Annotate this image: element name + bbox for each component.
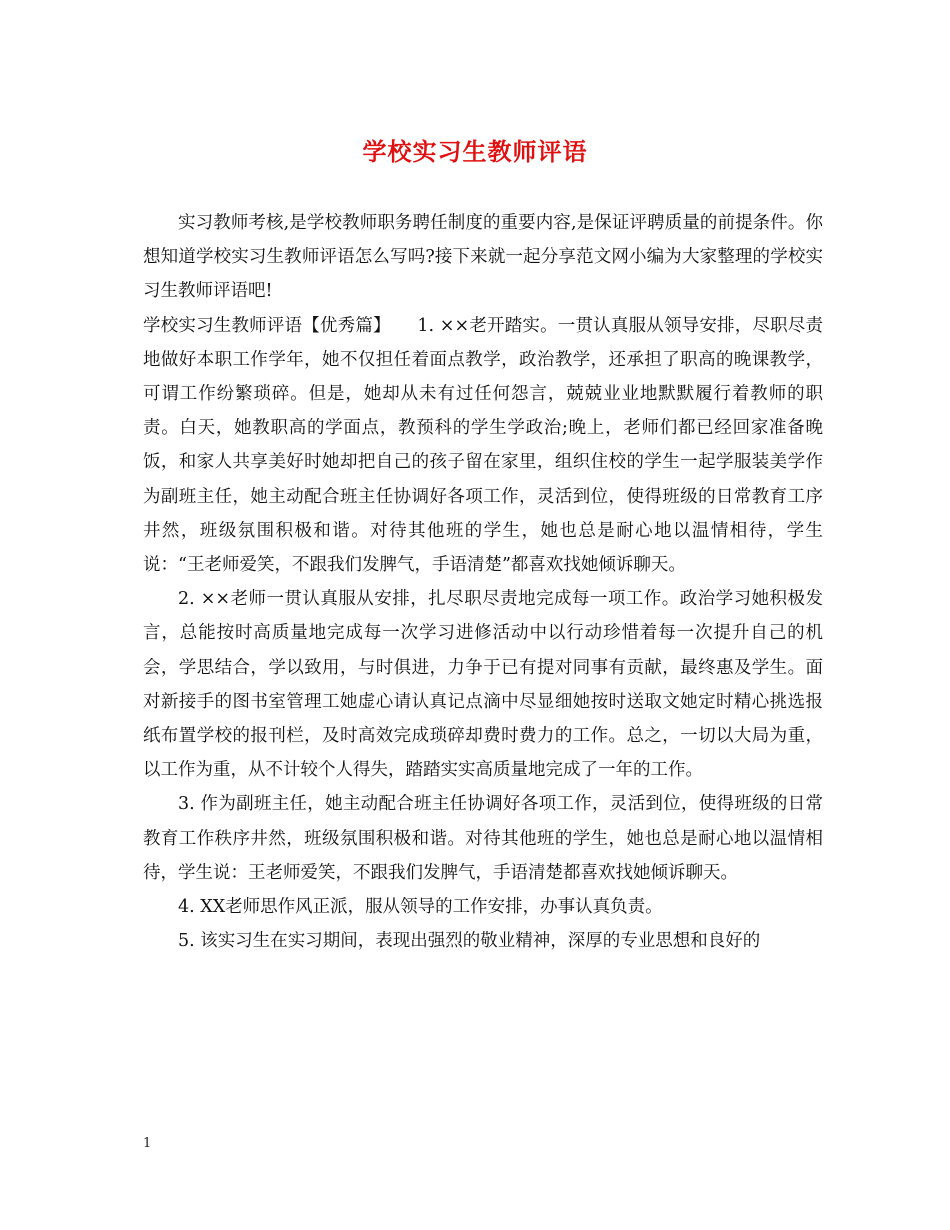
paragraph-2: 2. ××老师一贯认真服从安排，扎尽职尽责地完成每一项工作。政治学习她积极发言，总能按时高质量地完成每一次学习进修活动中以行动珍惜着每一次提升自己的机会，学思结合，学以致用，与时俱进，力争于已有提对同事有贡献，最终惠及学生。面对新接手的图书室管理工她虚心请认真记点滴中尽显细她按时送取文她定时精心挑选报纸布置学校的报刊栏，及时高效完成琐碎却费时费力的工作。总之，一切以大局为重，以工作为重，从不计较个人得失，踏踏实实高质量地完成了一年的工作。 (143, 589, 823, 781)
paragraph-intro: 实习教师考核,是学校教师职务聘任制度的重要内容,是保证评聘质量的前提条件。你想知道学校实习生教师评语怎么写吗?接下来就一起分享范文网小编为大家整理的学校实习生教师评语吧! (143, 213, 823, 302)
paragraph-4: 4. XX老师思作风正派，服从领导的工作安排，办事认真负责。 (178, 897, 663, 918)
document-title: 学校实习生教师评语 (362, 138, 588, 166)
paragraph-3: 3. 作为副班主任，她主动配合班主任协调好各项工作，灵活到位，使得班级的日常教育工作秩序井然，班级氛围积极和谐。对待其他班的学生，她也总是耐心地以温情相待，学生说：王老师爱笑，不跟我们发脾气，手语清楚都喜欢找她倾诉聊天。 (143, 794, 823, 883)
paragraph-5: 5. 该实习生在实习期间，表现出强烈的敬业精神，深厚的专业思想和良好的 (178, 931, 761, 952)
paragraph-excellent-1: 学校实习生教师评语【优秀篇】 1. ××老开踏实。一贯认真服从领导安排，尽职尽责地做好本职工作学年，她不仅担任着面点教学，政治教学，还承担了职高的晚课教学，可谓工作纷繁琐碎。但是，她却从未有过任何怨言，兢兢业业地默默履行着教师的职责。白天，她教职高的学面点，教预科的学生学政治;晚上，老师们都已经回家准备晚饭，和家人共享美好时她却把自己的孩子留在家里，组织住校的学生一起学服装美学作为副班主任，她主动配合班主任协调好各项工作，灵活到位，使得班级的日常教育工序井然，班级氛围积极和谐。对待其他班的学生，她也总是耐心地以温情相待，学生说：“王老师爱笑，不跟我们发脾气，手语清楚”都喜欢找她倾诉聊天。 (143, 315, 823, 576)
document-body (143, 206, 823, 958)
page-number: 1 (143, 1136, 152, 1151)
